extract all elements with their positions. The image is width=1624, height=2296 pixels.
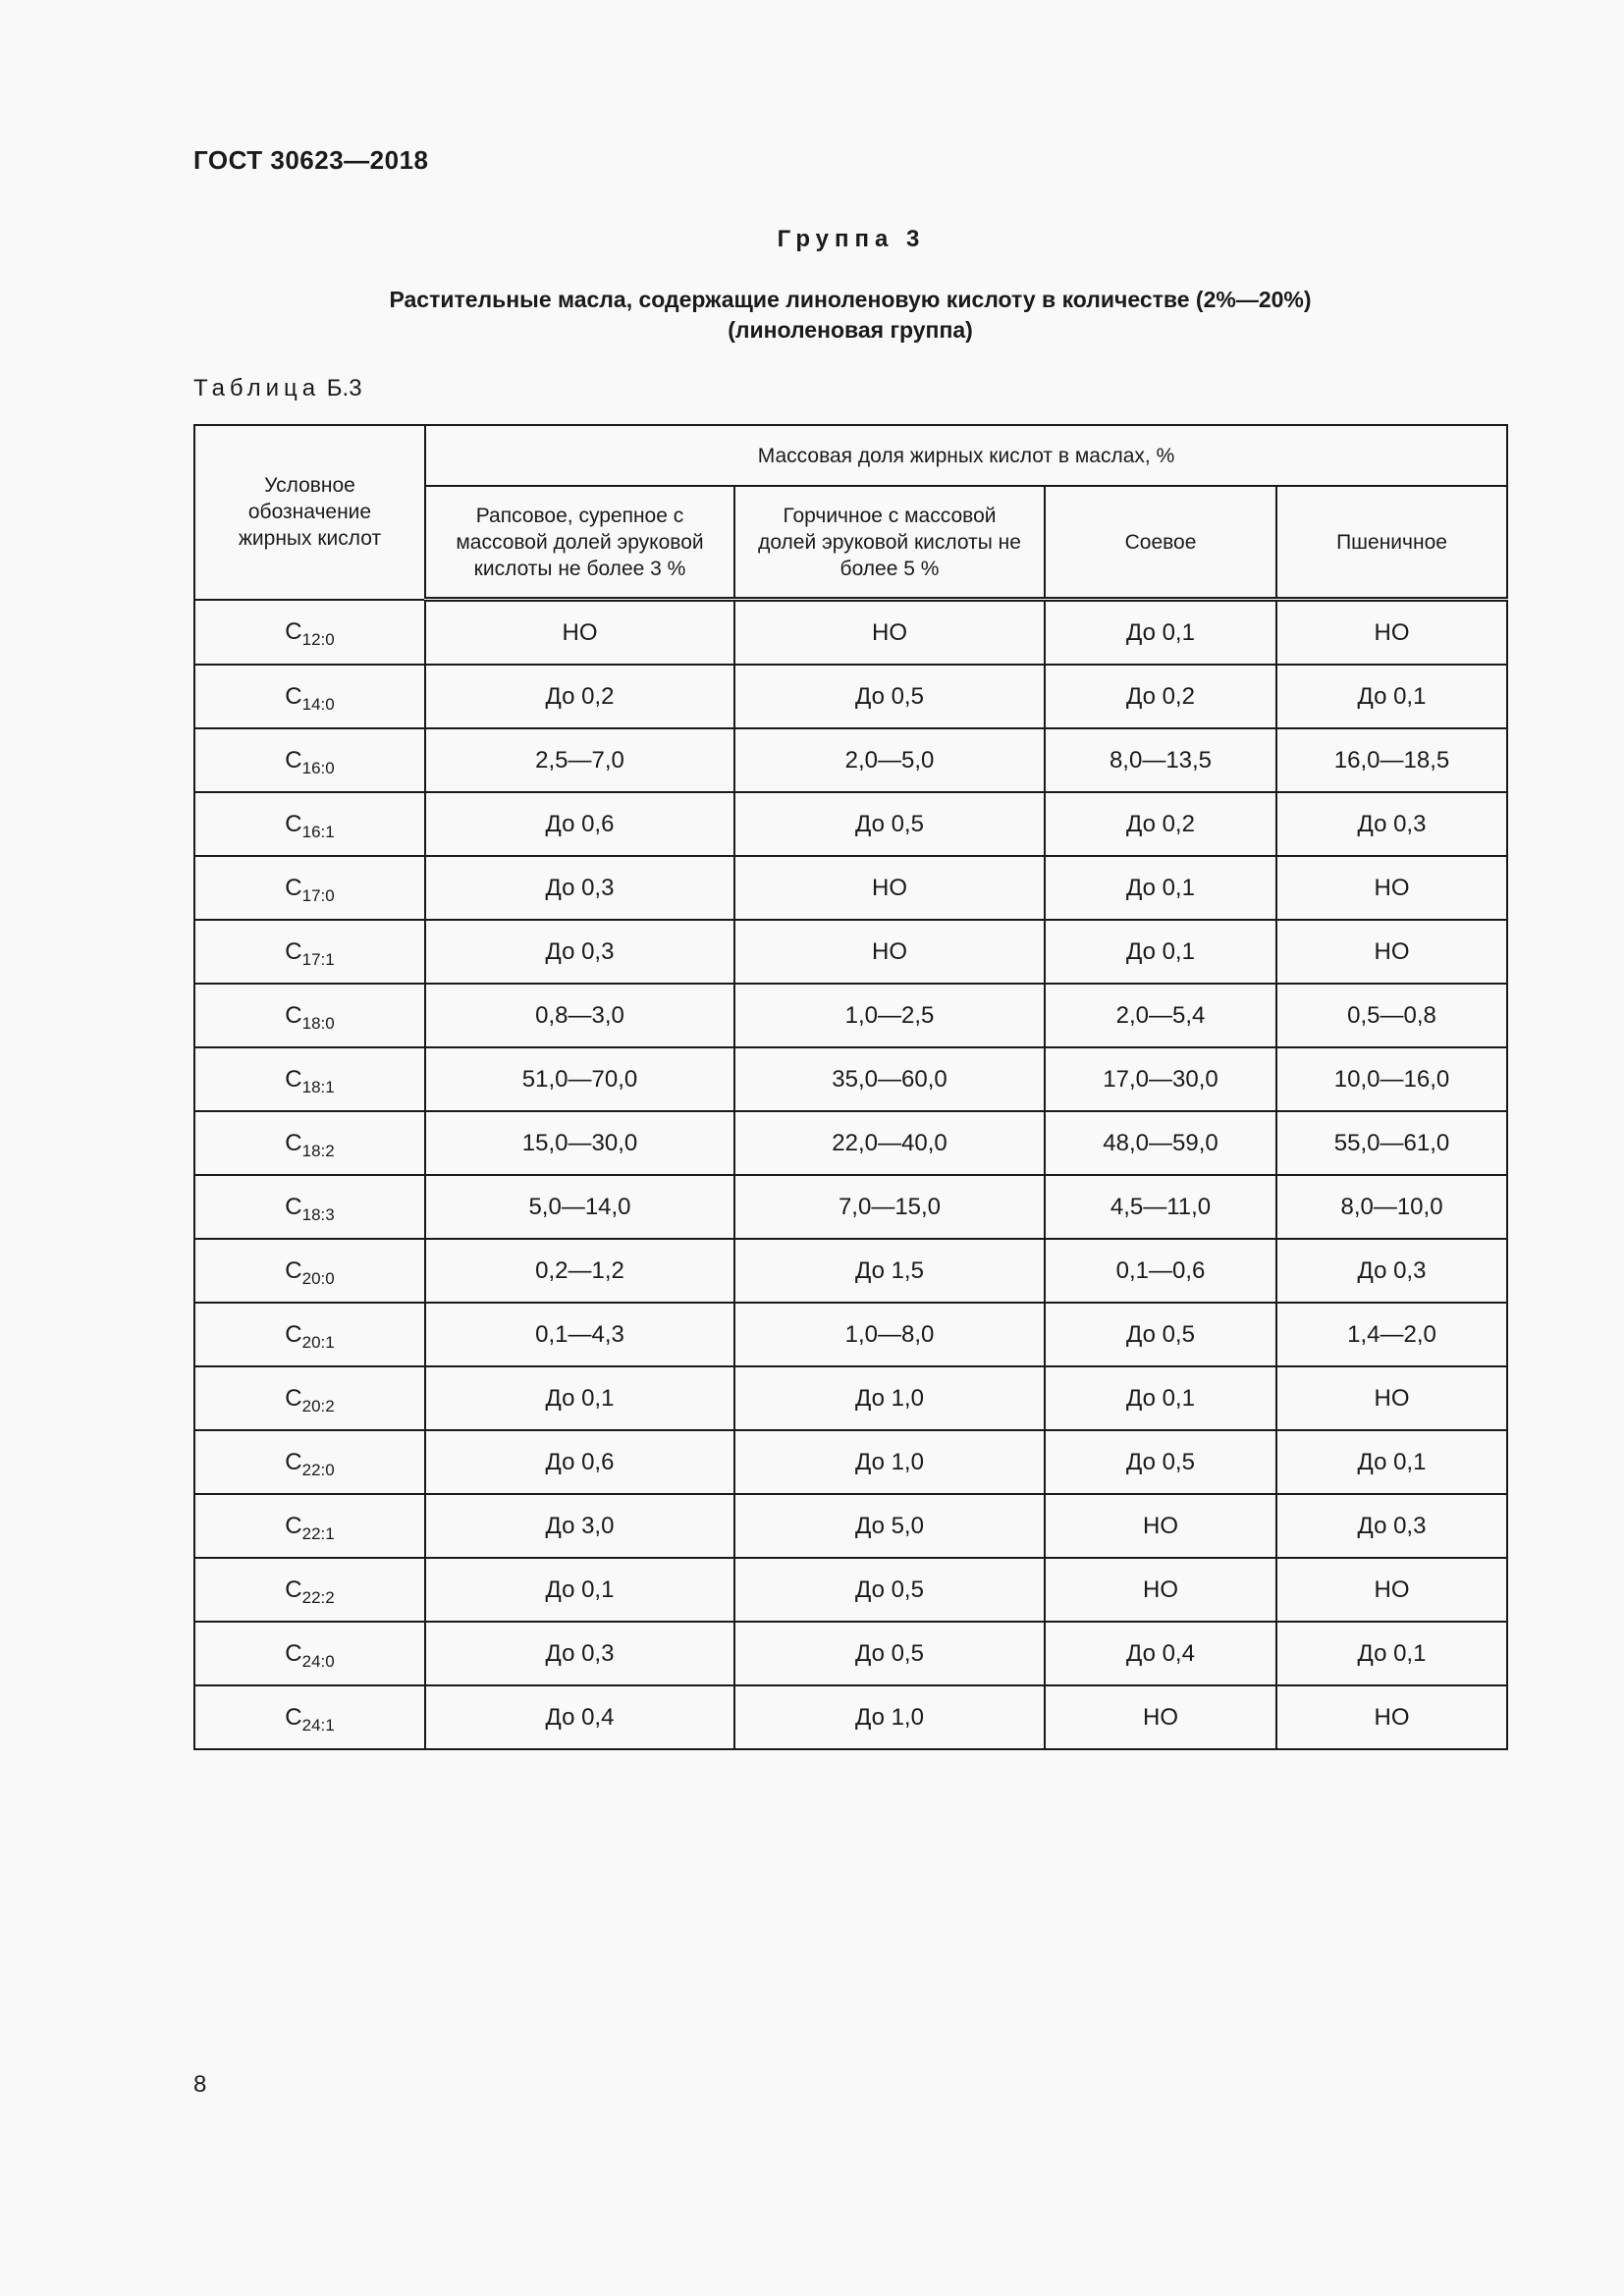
table-cell: НО bbox=[734, 920, 1045, 984]
column-header-soybean bbox=[1045, 486, 1276, 600]
fatty-acid-designation bbox=[194, 1685, 425, 1749]
table-cell: НО bbox=[1276, 1558, 1507, 1622]
table-cell: НО bbox=[734, 856, 1045, 920]
table-cell: До 0,6 bbox=[425, 1430, 734, 1494]
fatty-acid-designation bbox=[194, 1239, 425, 1303]
table-cell: До 0,6 bbox=[425, 792, 734, 856]
table-cell: До 1,0 bbox=[734, 1430, 1045, 1494]
table-caption-number: Б.3 bbox=[326, 375, 362, 401]
table-cell: До 0,3 bbox=[425, 1622, 734, 1685]
table-cell: 4,5—11,0 bbox=[1045, 1175, 1276, 1239]
fatty-acid-symbol: С bbox=[285, 1065, 302, 1093]
table-row bbox=[194, 856, 1507, 920]
fatty-acid-symbol: С bbox=[285, 810, 302, 837]
table-cell: До 0,2 bbox=[425, 665, 734, 728]
fatty-acid-subscript: 16:1 bbox=[301, 822, 335, 841]
fatty-acid-designation bbox=[194, 728, 425, 792]
table-row bbox=[194, 1047, 1507, 1111]
table-cell: До 3,0 bbox=[425, 1494, 734, 1558]
fatty-acid-subscript: 14:0 bbox=[301, 694, 335, 714]
fatty-acid-symbol: С bbox=[285, 874, 302, 901]
fatty-acid-subscript: 22:2 bbox=[301, 1587, 335, 1607]
table-cell: 48,0—59,0 bbox=[1045, 1111, 1276, 1175]
table-cell: НО bbox=[1276, 1366, 1507, 1430]
table-cell: НО bbox=[1276, 1685, 1507, 1749]
fatty-acid-symbol: С bbox=[285, 1448, 302, 1475]
table-cell: НО bbox=[1276, 600, 1507, 666]
table-row bbox=[194, 1111, 1507, 1175]
fatty-acid-table bbox=[193, 424, 1508, 1750]
table-row bbox=[194, 1175, 1507, 1239]
table-cell: До 0,1 bbox=[1045, 920, 1276, 984]
table-cell: До 0,1 bbox=[1045, 600, 1276, 666]
table-cell: 55,0—61,0 bbox=[1276, 1111, 1507, 1175]
fatty-acid-designation bbox=[194, 1558, 425, 1622]
row-header-cell bbox=[194, 425, 425, 600]
table-row bbox=[194, 1685, 1507, 1749]
table-cell: До 0,4 bbox=[425, 1685, 734, 1749]
table-cell: 16,0—18,5 bbox=[1276, 728, 1507, 792]
table-caption bbox=[193, 375, 362, 402]
subtitle-line-1: Растительные масла, содержащие линоленовую кислоту в количестве (2%—20%) bbox=[389, 287, 1312, 312]
fatty-acid-subscript: 18:2 bbox=[301, 1141, 335, 1160]
fatty-acid-subscript: 20:0 bbox=[301, 1268, 335, 1288]
fatty-acid-subscript: 24:1 bbox=[301, 1715, 335, 1735]
fatty-acid-subscript: 12:0 bbox=[301, 629, 335, 649]
fatty-acid-symbol: С bbox=[285, 682, 302, 710]
table-cell: НО bbox=[1276, 920, 1507, 984]
table-cell: НО bbox=[1276, 856, 1507, 920]
group-title: Группа 3 bbox=[777, 226, 926, 252]
row-header-label: Условное обозначение жирных кислот bbox=[238, 474, 382, 551]
table-cell: До 0,5 bbox=[1045, 1303, 1276, 1366]
fatty-acid-subscript: 22:1 bbox=[301, 1523, 335, 1543]
fatty-acid-symbol: С bbox=[285, 1193, 302, 1220]
table-cell: 0,1—0,6 bbox=[1045, 1239, 1276, 1303]
table-cell: До 0,1 bbox=[425, 1558, 734, 1622]
fatty-acid-subscript: 18:3 bbox=[301, 1204, 335, 1224]
table-cell: 2,0—5,4 bbox=[1045, 984, 1276, 1047]
table-cell: 1,4—2,0 bbox=[1276, 1303, 1507, 1366]
column-header-label: Соевое bbox=[1124, 530, 1197, 554]
fatty-acid-designation bbox=[194, 1047, 425, 1111]
table-row bbox=[194, 920, 1507, 984]
table-cell: До 0,5 bbox=[734, 792, 1045, 856]
fatty-acid-designation bbox=[194, 1303, 425, 1366]
document-code: ГОСТ 30623—2018 bbox=[193, 145, 429, 175]
table-cell: До 0,3 bbox=[1276, 1494, 1507, 1558]
column-header-wheat bbox=[1276, 486, 1507, 600]
page-number: 8 bbox=[193, 2071, 207, 2098]
table-row bbox=[194, 1622, 1507, 1685]
fatty-acid-symbol: С bbox=[285, 937, 302, 965]
table-cell: До 1,0 bbox=[734, 1366, 1045, 1430]
table-cell: 35,0—60,0 bbox=[734, 1047, 1045, 1111]
fatty-acid-symbol: С bbox=[285, 1129, 302, 1156]
table-cell: 2,5—7,0 bbox=[425, 728, 734, 792]
fatty-acid-designation bbox=[194, 665, 425, 728]
fatty-acid-designation bbox=[194, 1111, 425, 1175]
table-cell: 8,0—10,0 bbox=[1276, 1175, 1507, 1239]
table-cell: До 0,2 bbox=[1045, 665, 1276, 728]
table-cell: НО bbox=[1045, 1558, 1276, 1622]
table-cell: 0,8—3,0 bbox=[425, 984, 734, 1047]
table-row bbox=[194, 1430, 1507, 1494]
column-header-rapeseed bbox=[425, 486, 734, 600]
table-row bbox=[194, 728, 1507, 792]
fatty-acid-subscript: 18:0 bbox=[301, 1013, 335, 1033]
table-cell: До 0,3 bbox=[425, 920, 734, 984]
subtitle-line-2: (линоленовая группа) bbox=[728, 317, 973, 343]
fatty-acid-designation bbox=[194, 1430, 425, 1494]
table-cell: До 0,5 bbox=[1045, 1430, 1276, 1494]
table-cell: 8,0—13,5 bbox=[1045, 728, 1276, 792]
table-cell: До 0,3 bbox=[425, 856, 734, 920]
table-row bbox=[194, 665, 1507, 728]
fatty-acid-designation bbox=[194, 920, 425, 984]
column-header-label: Горчичное с массовой долей эруковой кислоты не более 5 % bbox=[758, 504, 1021, 580]
table-cell: НО bbox=[425, 600, 734, 666]
fatty-acid-symbol: С bbox=[285, 1384, 302, 1412]
table-cell: 17,0—30,0 bbox=[1045, 1047, 1276, 1111]
table-cell: 2,0—5,0 bbox=[734, 728, 1045, 792]
table-row bbox=[194, 1366, 1507, 1430]
table-cell: До 0,5 bbox=[734, 1558, 1045, 1622]
table-cell: 0,1—4,3 bbox=[425, 1303, 734, 1366]
table-cell: 0,5—0,8 bbox=[1276, 984, 1507, 1047]
fatty-acid-designation bbox=[194, 600, 425, 666]
table-cell: До 0,1 bbox=[1045, 856, 1276, 920]
table-row bbox=[194, 792, 1507, 856]
fatty-acid-subscript: 17:1 bbox=[301, 949, 335, 969]
fatty-acid-designation bbox=[194, 1366, 425, 1430]
fatty-acid-symbol: С bbox=[285, 1256, 302, 1284]
table-cell: До 0,1 bbox=[1276, 1622, 1507, 1685]
table-row bbox=[194, 1239, 1507, 1303]
table-caption-word: Таблица bbox=[193, 375, 321, 401]
fatty-acid-designation bbox=[194, 1175, 425, 1239]
table-cell: НО bbox=[1045, 1685, 1276, 1749]
group-header-cell bbox=[425, 425, 1507, 486]
fatty-acid-symbol: С bbox=[285, 1575, 302, 1603]
table-cell: До 1,0 bbox=[734, 1685, 1045, 1749]
fatty-acid-subscript: 18:1 bbox=[301, 1077, 335, 1096]
table-cell: До 0,5 bbox=[734, 665, 1045, 728]
fatty-acid-designation bbox=[194, 1622, 425, 1685]
table-cell: До 0,4 bbox=[1045, 1622, 1276, 1685]
table-row bbox=[194, 1303, 1507, 1366]
table-cell: 22,0—40,0 bbox=[734, 1111, 1045, 1175]
fatty-acid-designation bbox=[194, 984, 425, 1047]
table-cell: 5,0—14,0 bbox=[425, 1175, 734, 1239]
table-cell: 15,0—30,0 bbox=[425, 1111, 734, 1175]
table-cell: 7,0—15,0 bbox=[734, 1175, 1045, 1239]
table-cell: До 0,1 bbox=[1276, 665, 1507, 728]
table-row bbox=[194, 1494, 1507, 1558]
fatty-acid-subscript: 20:2 bbox=[301, 1396, 335, 1415]
table-cell: До 5,0 bbox=[734, 1494, 1045, 1558]
table-cell: До 0,2 bbox=[1045, 792, 1276, 856]
table-row bbox=[194, 984, 1507, 1047]
fatty-acid-subscript: 22:0 bbox=[301, 1460, 335, 1479]
fatty-acid-designation bbox=[194, 792, 425, 856]
table-body bbox=[194, 600, 1507, 1750]
table-row bbox=[194, 600, 1507, 666]
fatty-acid-symbol: С bbox=[285, 1320, 302, 1348]
fatty-acid-designation bbox=[194, 1494, 425, 1558]
fatty-acid-subscript: 20:1 bbox=[301, 1332, 335, 1352]
column-header-mustard bbox=[734, 486, 1045, 600]
fatty-acid-symbol: С bbox=[285, 1703, 302, 1731]
table-cell: До 0,1 bbox=[425, 1366, 734, 1430]
fatty-acid-symbol: С bbox=[285, 1512, 302, 1539]
fatty-acid-subscript: 24:0 bbox=[301, 1651, 335, 1671]
column-header-label: Пшеничное bbox=[1336, 530, 1447, 554]
table-cell: НО bbox=[734, 600, 1045, 666]
table-cell: 10,0—16,0 bbox=[1276, 1047, 1507, 1111]
table-cell: 51,0—70,0 bbox=[425, 1047, 734, 1111]
table-cell: До 0,3 bbox=[1276, 792, 1507, 856]
fatty-acid-symbol: С bbox=[285, 1001, 302, 1029]
table-cell: До 0,1 bbox=[1276, 1430, 1507, 1494]
group-header-label: Массовая доля жирных кислот в маслах, % bbox=[757, 444, 1175, 467]
fatty-acid-symbol: С bbox=[285, 1639, 302, 1667]
table-cell: НО bbox=[1045, 1494, 1276, 1558]
table-cell: До 1,5 bbox=[734, 1239, 1045, 1303]
fatty-acid-subscript: 16:0 bbox=[301, 758, 335, 777]
table-row bbox=[194, 1558, 1507, 1622]
table-cell: До 0,5 bbox=[734, 1622, 1045, 1685]
table-cell: До 0,3 bbox=[1276, 1239, 1507, 1303]
table-cell: До 0,1 bbox=[1045, 1366, 1276, 1430]
fatty-acid-designation bbox=[194, 856, 425, 920]
column-header-label: Рапсовое, сурепное с массовой долей эруковой кислоты не более 3 % bbox=[456, 504, 704, 580]
table-cell: 0,2—1,2 bbox=[425, 1239, 734, 1303]
fatty-acid-subscript: 17:0 bbox=[301, 885, 335, 905]
section-subtitle bbox=[193, 285, 1507, 346]
fatty-acid-symbol: С bbox=[285, 617, 302, 645]
table-cell: 1,0—2,5 bbox=[734, 984, 1045, 1047]
fatty-acid-symbol: С bbox=[285, 746, 302, 774]
table-cell: 1,0—8,0 bbox=[734, 1303, 1045, 1366]
